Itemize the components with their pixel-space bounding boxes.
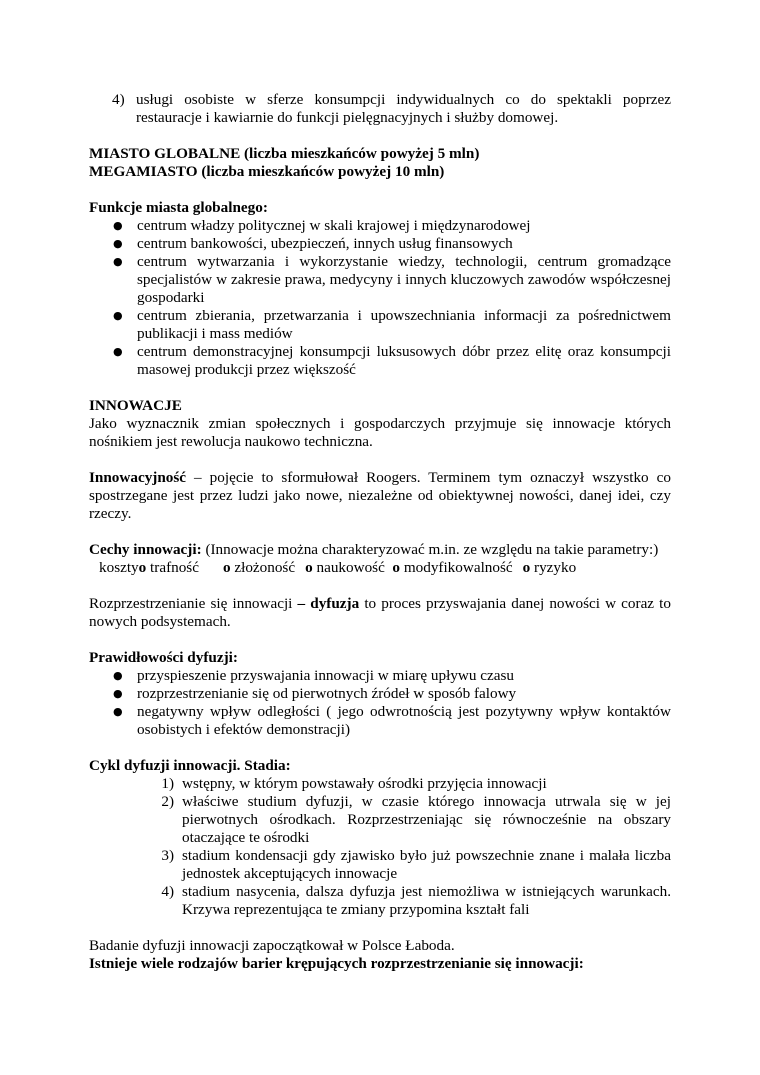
cycle-heading: Cykl dyfuzji innowacji. Stadia: xyxy=(89,757,291,774)
list-item: ● centrum wytwarzania i wykorzystanie wiedzy, technologii, centrum gromadzące specjalistów w zakresie prawa, medycyny i innych kluczowych zawodów współczesnej gospodarki xyxy=(113,253,671,306)
list-item: ● przyspieszenie przyswajania innowacji w miarę upływu czasu xyxy=(113,667,515,684)
item-text: usługi osobiste w sferze konsumpcji indywidualnych co do spektakli poprzez restauracje i kawiarnie do funkcji pielęgnacyjnych i służby domowej. xyxy=(136,91,671,126)
list-item: ● rozprzestrzenianie się od pierwotnych źródeł w sposób falowy xyxy=(113,685,517,702)
list-item: ● centrum władzy politycznej w skali krajowej i międzynarodowej xyxy=(113,217,531,234)
bullet-icon: ● xyxy=(113,219,123,232)
regularities-list xyxy=(89,667,671,739)
document-content xyxy=(89,91,671,973)
functions-list xyxy=(89,217,671,379)
cycle-stages-list xyxy=(89,775,671,919)
bullet-icon: ● xyxy=(113,669,123,682)
item-number: 4) xyxy=(112,91,125,108)
features-paragraph: Cechy innowacji: (Innowacje można charakteryzować m.in. ze względu na takie parametry:) xyxy=(89,541,659,558)
list-item: 1) wstępny, w którym powstawały ośrodki przyjęcia innowacji xyxy=(161,775,547,792)
global-city-heading: MIASTO GLOBALNE (liczba mieszkańców powyżej 5 mln) xyxy=(89,145,480,162)
diffusion-paragraph: Rozprzestrzenianie się innowacji – dyfuzja to proces przyswajania danej nowości w coraz to nowych podsystemach. xyxy=(89,595,671,630)
numbered-item xyxy=(89,91,671,127)
innovations-paragraph: Jako wyznacznik zmian społecznych i gospodarczych przyjmuje się innowacje których nośnikiem jest rewolucja naukowo techniczna. xyxy=(89,415,671,450)
list-item: ● centrum bankowości, ubezpieczeń, innych usług finansowych xyxy=(113,235,513,252)
functions-heading: Funkcje miasta globalnego: xyxy=(89,199,268,216)
list-item: ● centrum demonstracyjnej konsumpcji luksusowych dóbr przez elitę oraz konsumpcji masowej produkcji przez większość xyxy=(113,343,671,378)
innovations-heading: INNOWACJE xyxy=(89,397,182,414)
diffusion-term: – dyfuzja xyxy=(297,595,360,612)
bullet-icon: ● xyxy=(113,309,123,322)
list-item: 3) stadium kondensacji gdy zjawisko było już powszechnie znane i malała liczba jednostek akceptujących innowacje xyxy=(161,847,671,882)
innovativeness-paragraph: Innowacyjność – pojęcie to sformułował Roogers. Terminem tym oznaczył wszystko co spostrzegane jest przez ludzi jako nowe, niezależne od obiektywnej nowości, danej idei, czy rzeczy. xyxy=(89,469,671,522)
barriers-heading: Istnieje wiele rodzajów barier krępujących rozprzestrzenianie się innowacji: xyxy=(89,955,584,972)
list-item: ● centrum zbierania, przetwarzania i upowszechniania informacji za pośrednictwem publikacji i mass mediów xyxy=(113,307,671,342)
innovativeness-term: Innowacyjność xyxy=(89,469,187,486)
megacity-heading: MEGAMIASTO (liczba mieszkańców powyżej 10 mln) xyxy=(89,163,445,180)
bullet-icon: ● xyxy=(113,687,123,700)
features-list: kosztyo trafność o złożoność o naukowość o modyfikowalność o ryzyko xyxy=(99,559,577,576)
bullet-icon: ● xyxy=(113,345,123,358)
list-item: 2) właściwe studium dyfuzji, w czasie którego innowacja utrwala się w jej pierwotnych ośrodkach. Rozprzestrzeniając się równocześnie na obszary otaczające te ośrodki xyxy=(161,793,671,846)
bullet-icon: ● xyxy=(113,705,123,718)
list-item: 4) stadium nasycenia, dalsza dyfuzja jest niemożliwa w istniejących warunkach. Krzywa reprezentująca te zmiany przypomina kształt fali xyxy=(161,883,671,918)
list-item: ● negatywny wpływ odległości ( jego odwrotnością jest pozytywny wpływ kontaktów osobistych i efektów demonstracji) xyxy=(113,703,671,738)
research-paragraph: Badanie dyfuzji innowacji zapoczątkował w Polsce Łaboda. xyxy=(89,937,455,954)
features-heading: Cechy innowacji: xyxy=(89,541,202,558)
bullet-icon: ● xyxy=(113,237,123,250)
bullet-icon: ● xyxy=(113,255,123,268)
regularities-heading: Prawidłowości dyfuzji: xyxy=(89,649,238,666)
